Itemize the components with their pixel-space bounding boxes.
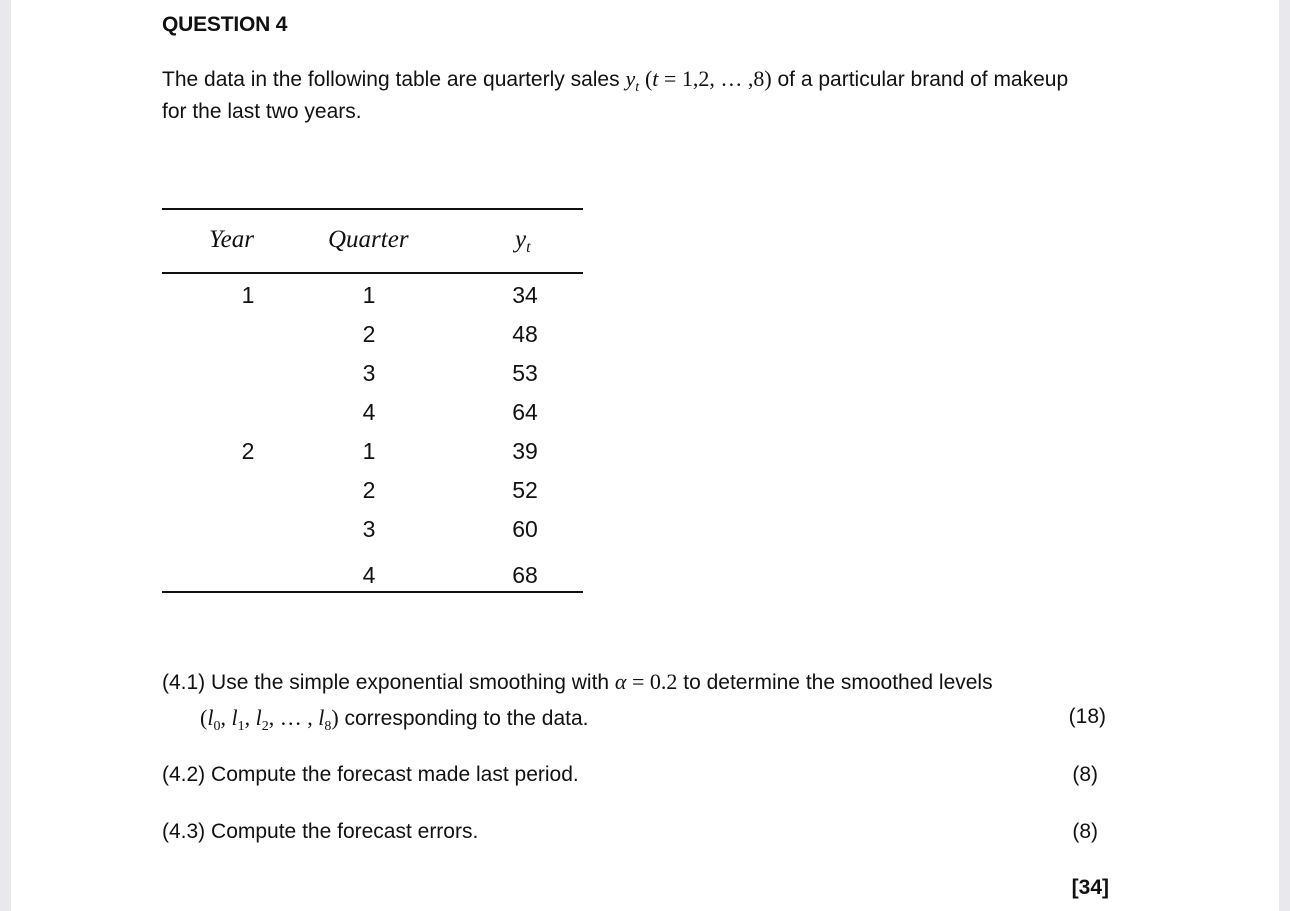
alpha-symbol: α — [614, 669, 627, 694]
intro-line-1 — [162, 66, 1068, 96]
intro-text-after: of a particular brand of makeup — [777, 68, 1069, 91]
table-bottom-rule — [162, 591, 583, 593]
document-page — [11, 0, 1279, 911]
q43-number: (4.3) — [162, 820, 206, 843]
intro-range: (t = 1,2, … ,8) — [644, 66, 772, 91]
cell-yt: 53 — [512, 360, 538, 386]
cell-quarter: 2 — [362, 477, 376, 503]
total-marks: [34] — [1071, 876, 1109, 899]
question-title: QUESTION 4 — [162, 13, 288, 36]
cell-yt: 34 — [512, 282, 538, 308]
cell-quarter: 1 — [362, 438, 376, 464]
q42-number: (4.2) — [162, 763, 206, 786]
question-4-1 — [162, 669, 993, 695]
cell-year: 1 — [241, 282, 255, 308]
question-4-2 — [162, 763, 579, 787]
cell-yt: 64 — [512, 399, 538, 425]
q42-marks: (8) — [1072, 763, 1098, 786]
question-4-3 — [162, 820, 478, 844]
cell-quarter: 1 — [362, 282, 376, 308]
cell-year: 2 — [241, 438, 255, 464]
table-header-rule — [162, 272, 583, 274]
cell-yt: 68 — [512, 562, 538, 588]
intro-line-2: for the last two years. — [162, 100, 362, 123]
q41-number: (4.1) — [162, 671, 206, 694]
q41-text-3: corresponding to the data. — [344, 707, 589, 730]
q41-text-2: to determine the smoothed levels — [683, 671, 993, 694]
q42-text: Compute the forecast made last period. — [211, 763, 579, 786]
cell-quarter: 3 — [362, 360, 376, 386]
cell-quarter: 4 — [362, 562, 376, 588]
levels-expression: ($l_0$, $l_1$, $l_2$, … , $l_8$) — [200, 705, 339, 734]
cell-yt: 52 — [512, 477, 538, 503]
intro-text-before: The data in the following table are quarterly sales — [162, 68, 620, 91]
header-year: Year — [209, 226, 254, 253]
cell-quarter: 4 — [362, 399, 376, 425]
q43-text: Compute the forecast errors. — [211, 820, 479, 843]
q43-marks: (8) — [1072, 820, 1098, 843]
q41-text-1: Use the simple exponential smoothing with — [211, 671, 610, 694]
alpha-value: = 0.2 — [626, 669, 678, 694]
cell-quarter: 3 — [362, 516, 376, 542]
question-4-1-line-2 — [200, 705, 589, 735]
header-yt: $y_t$ — [515, 226, 531, 256]
cell-yt: 48 — [512, 321, 538, 347]
cell-quarter: 2 — [362, 321, 376, 347]
header-quarter: Quarter — [328, 226, 409, 253]
cell-yt: 60 — [512, 516, 538, 542]
cell-yt: 39 — [512, 438, 538, 464]
intro-y-var: $y_t$ — [625, 66, 640, 95]
q41-marks: (18) — [1068, 705, 1106, 728]
table-top-rule — [162, 208, 583, 210]
